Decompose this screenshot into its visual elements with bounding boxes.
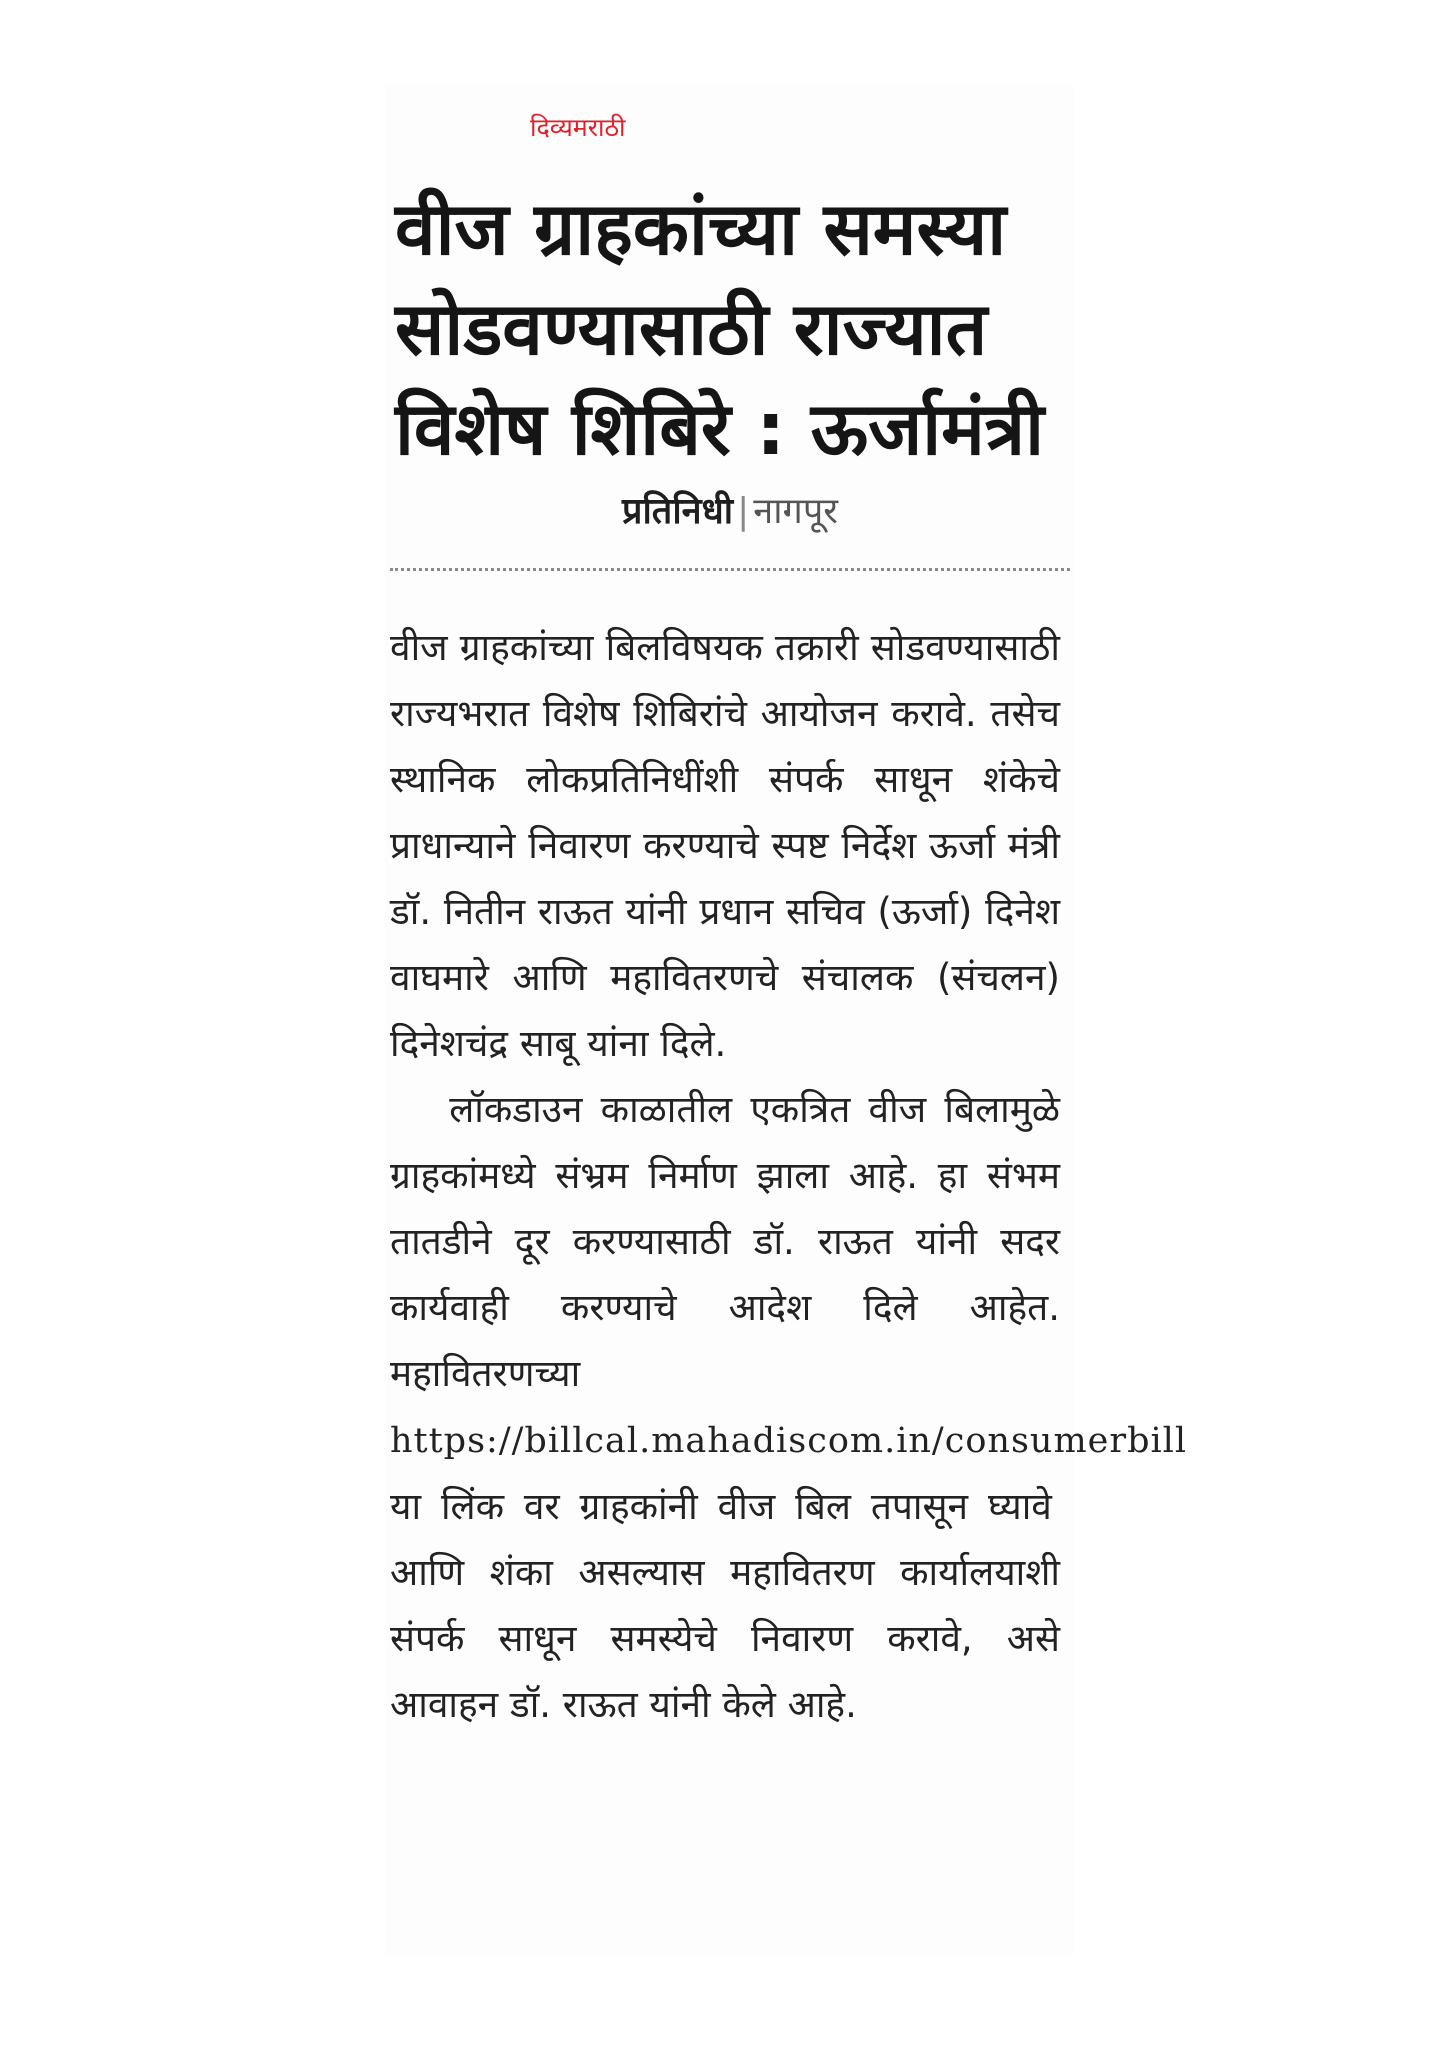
headline-line-2: सोडवण्यासाठी राज्यात (395, 287, 988, 372)
article-paragraph-2-text-a: लॉकडाउन काळातील एकत्रित वीज बिलामुळे ग्राहकांमध्ये संभ्रम निर्माण झाला आहे. हा संभम तातडीने दूर करण्यासाठी डॉ. राऊत यांनी सदर कार्यवाही करण्याचे आदेश दिले आहेत. महावितरणच्या (390, 1088, 1060, 1395)
dotted-divider (390, 568, 1070, 571)
faint-page-header (405, 85, 1065, 103)
byline-place: नागपूर (753, 491, 838, 532)
byline-reporter: प्रतिनिधी (622, 491, 734, 532)
article-url: https://billcal.mahadiscom.in/consumerbill (390, 1421, 1188, 1461)
article-paragraph-2-text-b: या लिंक वर ग्राहकांनी वीज बिल तपासून घ्यावे आणि शंका असल्यास महावितरण कार्यालयाशी संपर्क साधून समस्येचे निवारण करावे, असे आवाहन डॉ. राऊत यांनी केले आहे. (390, 1485, 1060, 1726)
newspaper-clipping (385, 85, 1188, 1955)
article-paragraph-1: वीज ग्राहकांच्या बिलविषयक तक्रारी सोडवण्यासाठी राज्यभरात विशेष शिबिरांचे आयोजन करावे. तसेच स्थानिक लोकप्रतिनिधींशी संपर्क साधून शंकेचे प्राधान्याने निवारण करण्याचे स्पष्ट निर्देश ऊर्जा मंत्री डॉ. नितीन राऊत यांनी प्रधान सचिव (ऊर्जा) दिनेश वाघमारे आणि महावितरणचे संचालक (संचलन) दिनेशचंद्र साबू यांना दिले. (390, 626, 1060, 1065)
article-paragraph-2 (390, 1077, 1188, 1738)
byline-separator: | (737, 491, 750, 532)
headline (395, 180, 1085, 480)
headline-line-1: वीज ग्राहकांच्या समस्या (395, 187, 1007, 272)
headline-line-3: विशेष शिबिरे : ऊर्जामंत्री (395, 387, 1044, 472)
article-body (390, 615, 1188, 1738)
byline (385, 485, 1075, 534)
source-label: दिव्यमराठी (530, 113, 626, 142)
